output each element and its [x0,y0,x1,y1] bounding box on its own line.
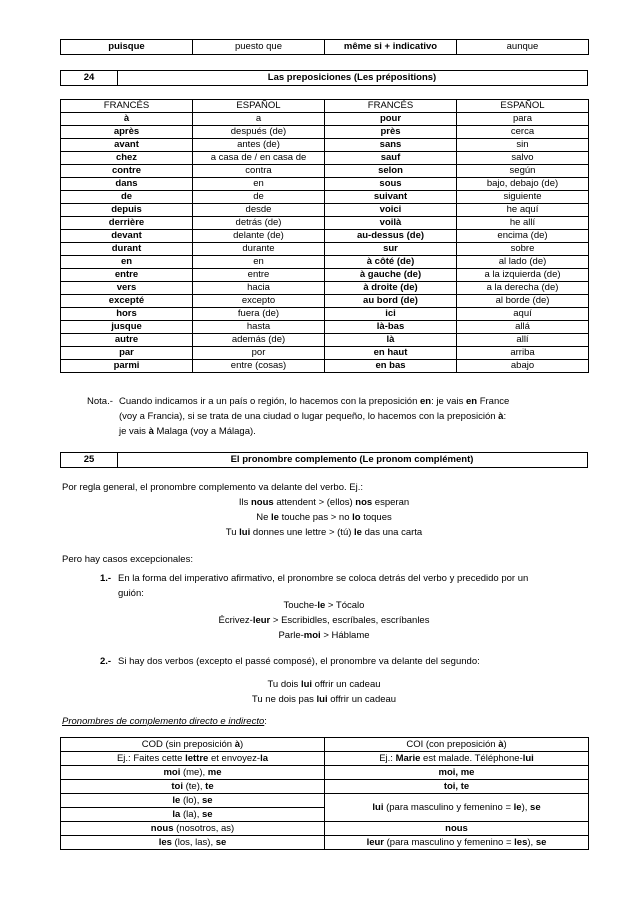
text: Tu [225,527,240,538]
table-row [61,780,589,794]
text: à [148,426,154,437]
text: (voy a Francia), si se trata de una ciudad o lugar pequeño, lo hacemos con la preposición [119,411,499,422]
spanish-translation-cell: según [457,165,589,178]
example-line [60,510,588,525]
french-preposition-cell: là [325,334,457,347]
text: : [503,411,507,422]
text: > Escribidles, escríbales, escríbanles [270,615,430,626]
text: offrir un cadeau [327,694,397,705]
spanish-translation-cell: arriba [457,347,589,360]
text: toques [360,512,392,523]
text: (nosotros, as) [173,823,235,834]
text: France [477,396,510,407]
section-title: El pronombre complemento (Le pronom complément) [230,454,474,465]
rule-text [118,571,600,601]
spanish-translation-cell: a la derecha (de) [457,282,589,295]
table-row [61,836,589,850]
french-preposition-cell: sauf [325,152,457,165]
note-line [119,409,605,424]
spanish-translation-cell: de [193,191,325,204]
french-preposition-cell: en bas [325,360,457,373]
column-header: ESPAÑOL [457,100,589,113]
french-preposition-cell: après [61,126,193,139]
examples-group-3 [60,677,588,707]
intro-paragraph: Por regla general, el pronombre complemento va delante del verbo. Ej.: [62,482,364,493]
text: (me), [180,767,208,778]
table-row [61,794,589,808]
spanish-translation-cell: a [193,113,325,126]
spanish-translation-cell: sin [457,139,589,152]
rule-number: 2.- [100,656,112,667]
text: les [514,837,528,848]
example-line [60,495,588,510]
spanish-translation-cell: abajo [457,360,589,373]
spanish-translation-cell: salvo [457,152,589,165]
table-row [61,822,589,836]
text: et envoyez- [208,753,261,764]
french-preposition-cell: depuis [61,204,193,217]
note-label: Nota.- [87,396,113,407]
text: à [498,739,504,750]
text: se [530,802,541,813]
section-number: 25 [61,453,118,467]
french-preposition-cell: par [61,347,193,360]
text: lui [239,527,251,538]
spanish-translation-cell: excepto [193,295,325,308]
spanish-translation-cell: a la izquierda (de) [457,269,589,282]
french-preposition-cell: à droite (de) [325,282,457,295]
note-line [119,424,605,439]
text: te [205,781,214,792]
table-cell [61,808,325,822]
text: attendent > (ellos) [273,497,356,508]
table-cell [61,822,325,836]
prepositions-table-body [61,100,589,373]
text: moi [163,767,181,778]
table-row [61,295,589,308]
column-header: FRANCÉS [325,100,457,113]
spanish-translation-cell: siguiente [457,191,589,204]
french-preposition-cell: chez [61,152,193,165]
table-header-row [61,100,589,113]
spanish-translation-cell: aquí [457,308,589,321]
text: En la forma del imperativo afirmativo, el pronombre se coloca detrás del verbo y precedido por un [118,573,529,584]
french-preposition-cell: vers [61,282,193,295]
table-cell [61,794,325,808]
text: lo [352,512,361,523]
text: touche pas > no [278,512,353,523]
text: COI (con preposición [406,739,499,750]
text: Ne [256,512,272,523]
note-text [119,394,605,439]
text: lui [300,679,313,690]
text: Ej.: [379,753,396,764]
table-header-row [61,738,589,752]
french-preposition-cell: jusque [61,321,193,334]
rule-text: Si hay dos verbos (excepto el passé composé), el pronombre va delante del segundo: [118,656,480,667]
text: ) [503,739,507,750]
table-row [61,191,589,204]
text: en [420,396,432,407]
spanish-translation-cell: entre [193,269,325,282]
text: à [498,411,504,422]
table-cell [61,766,325,780]
examples-group-1 [60,495,588,540]
text: Tu dois [267,679,301,690]
text: le [172,795,181,806]
text: les [158,837,172,848]
french-preposition-cell: contre [61,165,193,178]
table-cell [325,752,589,766]
example-line [60,677,588,692]
note-line [119,394,605,409]
table-cell: puisque [61,40,193,55]
spanish-translation-cell: después (de) [193,126,325,139]
spanish-translation-cell: además (de) [193,334,325,347]
prepositions-table [60,99,589,373]
text: guión: [118,588,144,599]
table-row [61,126,589,139]
pronouns-subheading [62,716,267,727]
text: > Háblame [320,630,370,641]
spanish-translation-cell: encima (de) [457,230,589,243]
table-cell: nous [325,822,589,836]
french-preposition-cell: parmi [61,360,193,373]
french-preposition-cell: en [61,256,193,269]
column-header: ESPAÑOL [193,100,325,113]
table-cell: aunque [457,40,589,55]
french-preposition-cell: avant [61,139,193,152]
text: esperan [372,497,410,508]
table-row [61,165,589,178]
spanish-translation-cell: sobre [457,243,589,256]
french-preposition-cell: au bord (de) [325,295,457,308]
text: leur [366,837,384,848]
spanish-translation-cell: al borde (de) [457,295,589,308]
text: Ils [238,497,251,508]
table-cell [61,836,325,850]
french-preposition-cell: près [325,126,457,139]
french-preposition-cell: voilà [325,217,457,230]
spanish-translation-cell: entre (cosas) [193,360,325,373]
text: lui [372,802,384,813]
table-row [61,269,589,282]
spanish-translation-cell: fuera (de) [193,308,325,321]
spanish-translation-cell: bajo, debajo (de) [457,178,589,191]
french-preposition-cell: selon [325,165,457,178]
spanish-translation-cell: en [193,256,325,269]
table-row [61,217,589,230]
table-row [61,178,589,191]
text: Tu ne dois pas [251,694,317,705]
table-cell [325,794,589,822]
table-row [61,113,589,126]
table-row [61,766,589,780]
text: le [317,600,326,611]
spanish-translation-cell: al lado (de) [457,256,589,269]
text: Touche- [283,600,318,611]
spanish-translation-cell: delante (de) [193,230,325,243]
spanish-translation-cell: antes (de) [193,139,325,152]
french-preposition-cell: sans [325,139,457,152]
table-row [61,139,589,152]
table-row [61,152,589,165]
french-preposition-cell: sur [325,243,457,256]
text: le [354,527,362,538]
exceptions-intro: Pero hay casos excepcionales: [62,554,193,565]
text: das una carta [361,527,423,538]
text: lettre [185,753,209,764]
text: donnes une lettre > (tú) [250,527,355,538]
spanish-translation-cell: desde [193,204,325,217]
column-header: FRANCÉS [61,100,193,113]
spanish-translation-cell: para [457,113,589,126]
text: (para masculino y femenino = [383,802,514,813]
table-row [61,321,589,334]
text: se [215,837,227,848]
spanish-translation-cell: he aquí [457,204,589,217]
spanish-translation-cell: allá [457,321,589,334]
text: se [202,809,213,820]
text: COD (sin preposición [141,739,235,750]
spanish-translation-cell: detrás (de) [193,217,325,230]
example-line [60,613,588,628]
french-preposition-cell: en haut [325,347,457,360]
french-preposition-cell: hors [61,308,193,321]
table-cell [325,836,589,850]
table-row [61,282,589,295]
table-row [61,347,589,360]
table-cell: puesto que [193,40,325,55]
column-header [325,738,589,752]
table-row [61,308,589,321]
text: nos [355,497,373,508]
table-row [61,256,589,269]
text: en [465,396,478,407]
text: : je vais [431,396,466,407]
text: la [172,809,181,820]
text: moi [303,630,321,641]
table-cell [61,752,325,766]
text: le [513,802,522,813]
text: Malaga (voy a Málaga). [153,426,256,437]
text: à [234,739,241,750]
table-row [61,230,589,243]
spanish-translation-cell: he allí [457,217,589,230]
text: le [271,512,279,523]
example-line [60,525,588,540]
text: Cuando indicamos ir a un país o región, lo hacemos con la preposición [119,396,421,407]
table-row [61,360,589,373]
french-preposition-cell: durant [61,243,193,256]
french-preposition-cell: là-bas [325,321,457,334]
table-row [61,752,589,766]
text: je vais [119,426,149,437]
section-title: Las preposiciones (Les prépositions) [267,72,437,83]
french-preposition-cell: pour [325,113,457,126]
french-preposition-cell: entre [61,269,193,282]
section-25-header [60,452,588,468]
section-24-header [60,70,588,86]
table-row [61,204,589,217]
french-preposition-cell: à côté (de) [325,256,457,269]
french-preposition-cell: dans [61,178,193,191]
text: > Tócalo [325,600,365,611]
text: lui [316,694,328,705]
section-number: 24 [61,71,118,85]
french-preposition-cell: au-dessus (de) [325,230,457,243]
example-line [60,628,588,643]
french-preposition-cell: suivant [325,191,457,204]
spanish-translation-cell: allí [457,334,589,347]
text: nous [250,497,274,508]
spanish-translation-cell: a casa de / en casa de [193,152,325,165]
table-row [61,40,589,55]
text: (para masculino y femenino = [384,837,515,848]
text: (lo), [180,795,202,806]
conjunction-table [60,39,589,55]
text: (te), [182,781,206,792]
table-row [61,243,589,256]
french-preposition-cell: voici [325,204,457,217]
text: me [207,767,222,778]
example-line [60,692,588,707]
text: ), [521,802,531,813]
spanish-translation-cell: hasta [193,321,325,334]
rule-number: 1.- [100,573,112,584]
french-preposition-cell: ici [325,308,457,321]
french-preposition-cell: devant [61,230,193,243]
french-preposition-cell: sous [325,178,457,191]
french-preposition-cell: excepté [61,295,193,308]
text: est malade. Téléphone- [420,753,523,764]
table-cell [61,780,325,794]
text: Pronombres de complemento directo e indirecto [62,716,265,727]
text: toi [171,781,183,792]
spanish-translation-cell: cerca [457,126,589,139]
table-cell: toi, te [325,780,589,794]
spanish-translation-cell: contra [193,165,325,178]
text: nous [150,823,174,834]
text: Écrivez- [218,615,253,626]
text: se [202,795,213,806]
spanish-translation-cell: en [193,178,325,191]
text: se [535,837,547,848]
table-cell: moi, me [325,766,589,780]
table-row [61,334,589,347]
text: ), [527,837,536,848]
french-preposition-cell: autre [61,334,193,347]
text: la [260,753,269,764]
text: offrir un cadeau [312,679,381,690]
text: (la), [180,809,202,820]
french-preposition-cell: derrière [61,217,193,230]
table-cell: même si + indicativo [325,40,457,55]
spanish-translation-cell: por [193,347,325,360]
text: leur [252,615,271,626]
column-header [61,738,325,752]
spanish-translation-cell: hacia [193,282,325,295]
text: (los, las), [171,837,216,848]
french-preposition-cell: de [61,191,193,204]
example-line [60,598,588,613]
text: Marie [395,753,421,764]
text: : [264,716,267,727]
text: Ej.: Faites cette [116,753,186,764]
spanish-translation-cell: durante [193,243,325,256]
text: ) [240,739,244,750]
pronouns-table [60,737,589,850]
french-preposition-cell: à gauche (de) [325,269,457,282]
text: lui [522,753,534,764]
french-preposition-cell: à [61,113,193,126]
examples-group-2 [60,598,588,643]
text: Parle- [278,630,304,641]
